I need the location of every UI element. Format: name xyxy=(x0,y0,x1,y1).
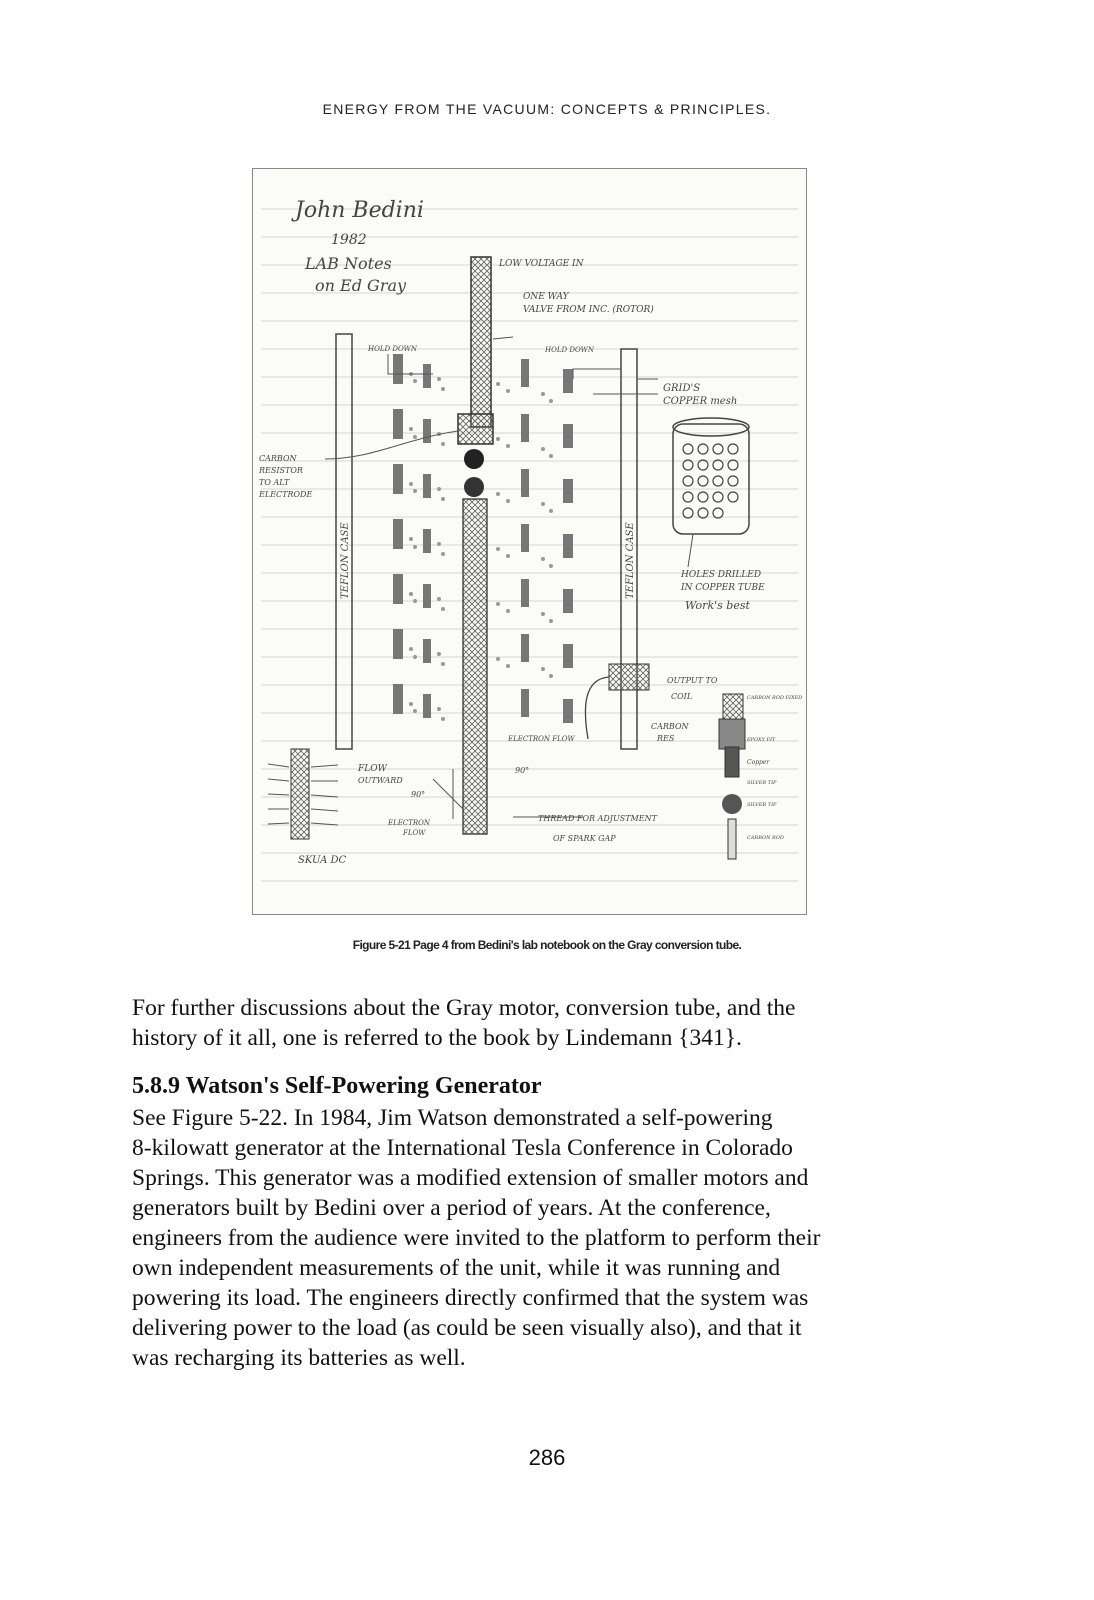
page-number: 286 xyxy=(528,1445,566,1470)
sketch-r-copper: Copper xyxy=(747,759,770,766)
sketch-r-silver-tip-2: SILVER TIP xyxy=(747,802,777,808)
sketch-teflon-right: TEFLON CASE xyxy=(625,522,636,599)
sketch-r-silver-tip-1: SILVER TIP xyxy=(747,780,777,786)
sketch-thread-1: THREAD FOR ADJUSTMENT xyxy=(538,814,657,823)
paragraph-2 xyxy=(132,1103,952,1373)
sketch-r-epoxy-fit: EPOXY FIT xyxy=(747,737,776,743)
sketch-holes-2: IN COPPER TUBE xyxy=(681,583,765,593)
paragraph-line: 8-kilowatt generator at the International Tesla Conference in Colorado xyxy=(132,1135,793,1161)
sketch-squa-dc: SKUA DC xyxy=(298,855,347,866)
sketch-year: 1982 xyxy=(331,232,367,248)
sketch-carbon-res-1: CARBON xyxy=(651,722,689,731)
paragraph-line: own independent measurements of the unit, while it was running and xyxy=(132,1255,781,1281)
paragraph-line: was recharging its batteries as well. xyxy=(132,1345,466,1371)
spark-electrode-detail xyxy=(719,694,745,859)
sketch-r-carbon-rod: CARBON ROD xyxy=(747,835,784,841)
sketch-carbon-4: ELECTRODE xyxy=(259,490,313,499)
carbon-resistor-block xyxy=(458,414,493,444)
paragraph-line: generators built by Bedini over a period of years. At the conference, xyxy=(132,1195,771,1221)
sketch-hold-down-left: HOLD DOWN xyxy=(368,345,417,353)
paragraph-1 xyxy=(132,993,952,1053)
sketch-r-carbon-rod-top: CARBON ROD FIXED xyxy=(747,695,803,701)
sketch-flow-1: FLOW xyxy=(358,764,387,774)
output-coil-connector xyxy=(609,664,649,690)
paragraph-line: engineers from the audience were invited to the platform to perform their xyxy=(132,1225,821,1251)
grid-plates-right xyxy=(521,359,573,723)
grid-plates-left xyxy=(393,354,431,718)
sketch-holes-1: HOLES DRILLED xyxy=(681,570,762,580)
spark-gap-ball-lower xyxy=(464,477,484,497)
sketch-notes-line-1: LAB Notes xyxy=(305,254,392,273)
paragraph-line: delivering power to the load (as could be seen visually also), and that it xyxy=(132,1315,802,1341)
spark-gap-ball-upper xyxy=(464,449,484,469)
figure-notebook-sketch xyxy=(252,168,807,915)
section-heading: 5.8.9 Watson's Self-Powering Generator xyxy=(132,1073,542,1099)
sketch-90-a: 90° xyxy=(515,766,530,775)
sketch-carbon-1: CARBON xyxy=(259,454,297,463)
figure-caption: Figure 5-21 Page 4 from Bedini's lab notebook on the Gray conversion tube. xyxy=(352,938,742,952)
sketch-90-b: 90° xyxy=(411,790,426,799)
paragraph-line: Springs. This generator was a modified extension of smaller motors and xyxy=(132,1165,809,1191)
sketch-holes-3: Work's best xyxy=(685,599,750,612)
sketch-notes-line-2: on Ed Gray xyxy=(315,276,407,295)
sketch-one-way: ONE WAY xyxy=(523,292,569,302)
paragraph-line: history of it all, one is referred to the book by Lindemann {341}. xyxy=(132,1025,742,1051)
sketch-electron-flow-2: FLOW xyxy=(403,829,426,837)
upper-electrode-column xyxy=(471,257,491,427)
skua-battery-pile xyxy=(291,749,309,839)
sketch-copper-mesh: COPPER mesh xyxy=(663,396,738,407)
sketch-grids: GRID'S xyxy=(663,383,701,394)
sketch-output-2: COIL xyxy=(671,692,693,701)
paragraph-line: See Figure 5-22. In 1984, Jim Watson demonstrated a self-powering xyxy=(132,1105,773,1131)
notebook-sketch-drawing xyxy=(253,169,806,914)
paragraph-line: For further discussions about the Gray motor, conversion tube, and the xyxy=(132,995,796,1021)
sketch-hold-down-right: HOLD DOWN xyxy=(545,346,594,354)
sketch-output-1: OUTPUT TO xyxy=(667,676,718,685)
running-head: ENERGY FROM THE VACUUM: CONCEPTS & PRINCIPLES. xyxy=(322,101,772,117)
sketch-signature: John Bedini xyxy=(295,198,424,223)
sketch-carbon-res-2: RES xyxy=(657,734,675,743)
sketch-carbon-2: RESISTOR xyxy=(259,466,303,475)
sketch-low-voltage: LOW VOLTAGE IN xyxy=(499,259,584,269)
paragraph-line: powering its load. The engineers directly confirmed that the system was xyxy=(132,1285,809,1311)
sketch-electron-flow-top: ELECTRON FLOW xyxy=(508,735,575,743)
sketch-thread-2: OF SPARK GAP xyxy=(553,834,616,843)
sketch-flow-2: OUTWARD xyxy=(358,776,403,785)
sketch-carbon-3: TO ALT xyxy=(259,478,290,487)
sketch-electron-flow-1: ELECTRON xyxy=(388,819,431,827)
lower-electrode-column xyxy=(463,499,487,834)
sketch-teflon-left: TEFLON CASE xyxy=(340,522,351,599)
sketch-valve: VALVE FROM INC. (ROTOR) xyxy=(523,305,654,315)
